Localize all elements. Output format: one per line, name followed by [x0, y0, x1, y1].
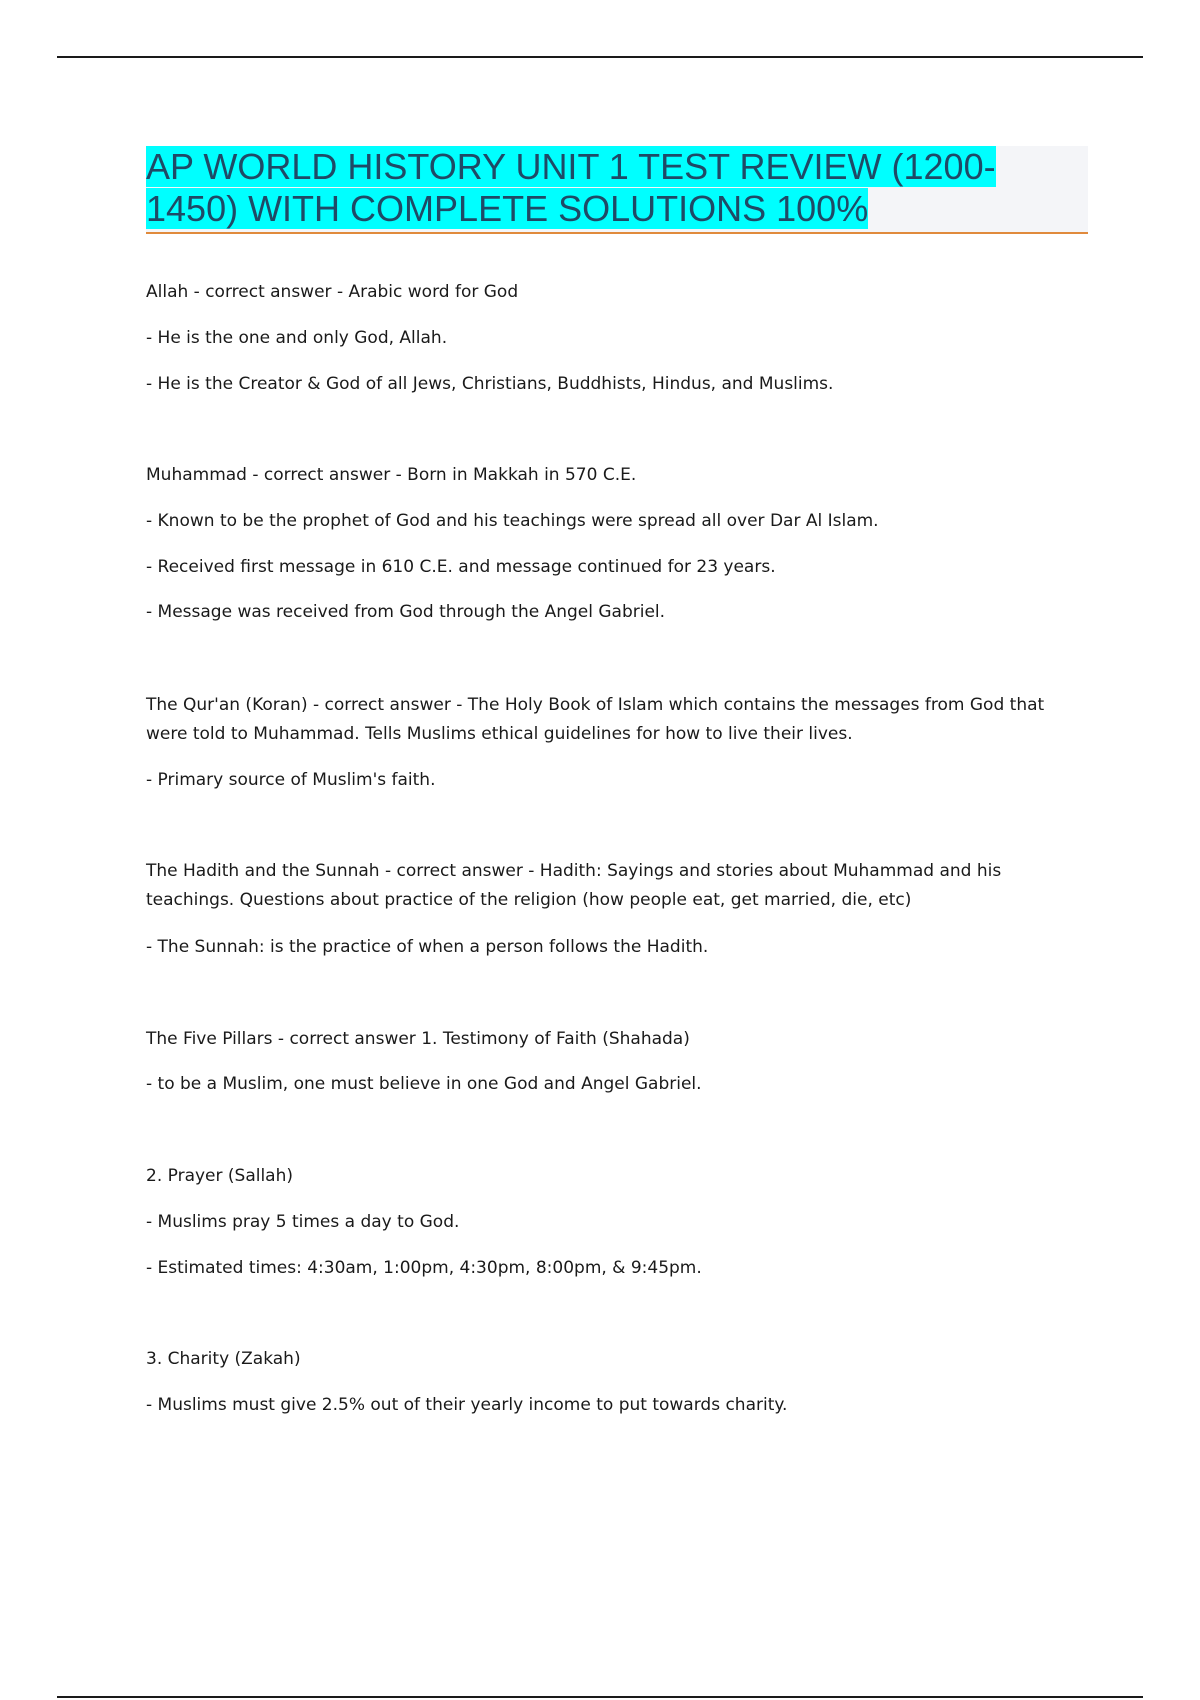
paragraph: - Estimated times: 4:30am, 1:00pm, 4:30pm, 8:00pm, & 9:45pm.	[146, 1258, 702, 1278]
paragraph: - Message was received from God through the Angel Gabriel.	[146, 602, 666, 622]
paragraph: The Five Pillars - correct answer 1. Testimony of Faith (Shahada)	[146, 1029, 690, 1049]
paragraph: - He is the Creator & God of all Jews, Christians, Buddhists, Hindus, and Muslims.	[146, 374, 834, 394]
title-highlight: AP WORLD HISTORY UNIT 1 TEST REVIEW (1200-1450) WITH COMPLETE SOLUTIONS 100%	[146, 146, 996, 229]
paragraph: Allah - correct answer - Arabic word for God	[146, 282, 519, 302]
document-title	[146, 146, 1026, 230]
paragraph: - Primary source of Muslim's faith.	[146, 770, 436, 790]
paragraph: The Qur'an (Koran) - correct answer - The Holy Book of Islam which contains the messages from God that were told to Muhammad. Tells Muslims ethical guidelines for how to live their lives.	[146, 695, 1045, 744]
top-rule	[57, 56, 1143, 58]
paragraph: - to be a Muslim, one must believe in one God and Angel Gabriel.	[146, 1074, 702, 1094]
paragraph: The Hadith and the Sunnah - correct answer - Hadith: Sayings and stories about Muhammad and his teachings. Questions about practice of the religion (how people eat, get married, die, etc)	[146, 861, 1002, 910]
paragraph: - Known to be the prophet of God and his teachings were spread all over Dar Al Islam.	[146, 511, 879, 531]
paragraph: 2. Prayer (Sallah)	[146, 1166, 294, 1186]
paragraph: - The Sunnah: is the practice of when a person follows the Hadith.	[146, 937, 709, 957]
paragraph: - Received first message in 610 C.E. and message continued for 23 years.	[146, 557, 776, 577]
paragraph: Muhammad - correct answer - Born in Makkah in 570 C.E.	[146, 465, 637, 485]
title-block	[146, 146, 1088, 234]
paragraph: - He is the one and only God, Allah.	[146, 328, 448, 348]
bottom-rule	[57, 1696, 1143, 1698]
paragraph: - Muslims pray 5 times a day to God.	[146, 1212, 460, 1232]
paragraph: 3. Charity (Zakah)	[146, 1349, 301, 1369]
paragraph: - Muslims must give 2.5% out of their yearly income to put towards charity.	[146, 1395, 788, 1415]
